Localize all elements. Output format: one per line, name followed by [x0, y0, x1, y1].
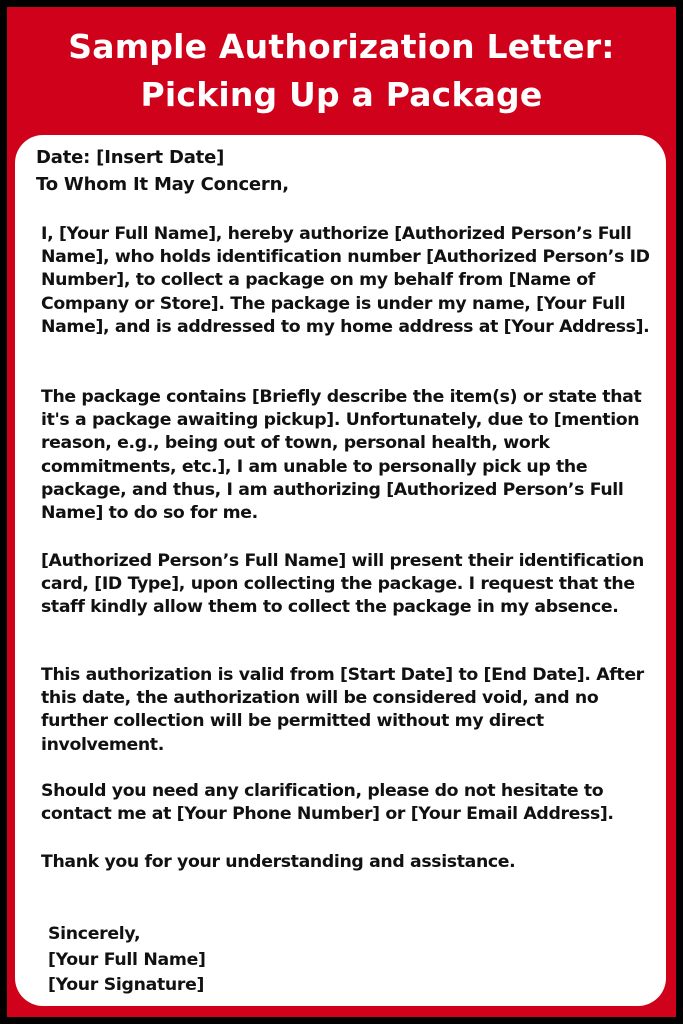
red-panel [7, 7, 676, 1017]
closing-sign-off: Sincerely, [48, 924, 141, 944]
closing-signature: [Your Signature] [48, 975, 205, 995]
letter-paragraph-validity: This authorization is valid from [Start Date] to [End Date]. After this date, the authorization will be considered void, and no further collection will be permitted without my direct involvement. [41, 665, 644, 755]
letter-card [15, 135, 666, 1006]
letter-salutation: To Whom It May Concern, [36, 174, 289, 195]
letter-paragraph-contact: Should you need any clarification, please do not hesitate to contact me at [Your Phone Number] or [Your Email Address]. [41, 781, 614, 825]
letter-closing [48, 922, 206, 999]
letter-paragraph-authorization: I, [Your Full Name], hereby authorize [Authorized Person’s Full Name], who holds identification number [Authorized Person’s ID Number], to collect a package on my behalf from [Name of Company or Store]. The package is under my name, [Your Full Name], and is addressed to my home address at [Your Address]. [41, 224, 650, 337]
title-line-2: Picking Up a Package [140, 75, 543, 114]
letter-paragraph-contents: The package contains [Briefly describe the item(s) or state that it's a package awaiting pickup]. Unfortunately, due to [mention reason, e.g., being out of town, personal health, work commitments, etc.], I am unable to personally pick up the package, and thus, I am authorizing [Authorized Person’s Full Name] to do so for me. [41, 387, 642, 524]
page-title [7, 23, 676, 119]
title-line-1: Sample Authorization Letter: [68, 27, 615, 66]
closing-name: [Your Full Name] [48, 949, 206, 970]
letter-paragraph-thanks: Thank you for your understanding and assistance. [41, 852, 516, 872]
letter-date: Date: [Insert Date] [36, 147, 225, 168]
letter-paragraph-identification: [Authorized Person’s Full Name] will present their identification card, [ID Type], upon collecting the package. I request that the staff kindly allow them to collect the package in my absence. [41, 551, 644, 618]
